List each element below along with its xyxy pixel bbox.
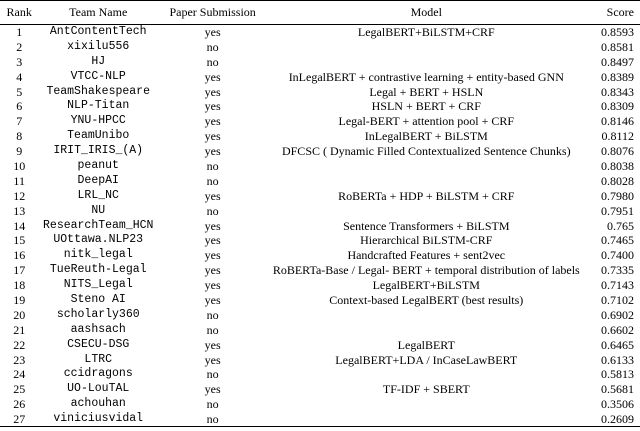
cell-score: 0.7951 bbox=[601, 203, 634, 218]
cell-paper-submission: yes bbox=[204, 188, 221, 203]
cell-rank: 6 bbox=[16, 99, 23, 114]
cell-score: 0.3506 bbox=[601, 397, 634, 412]
cell-rank: 12 bbox=[13, 188, 26, 203]
cell-score: 0.8076 bbox=[601, 144, 634, 159]
cell-paper-submission: no bbox=[206, 203, 219, 218]
table-row bbox=[0, 412, 640, 427]
table-row bbox=[0, 367, 640, 382]
cell-model bbox=[267, 159, 585, 174]
cell-paper-submission: yes bbox=[204, 84, 221, 99]
table-row bbox=[0, 39, 640, 54]
table-body bbox=[0, 25, 640, 427]
cell-score: 0.765 bbox=[607, 218, 634, 233]
cell-team-name: TeamUnibo bbox=[67, 129, 130, 143]
table-row bbox=[0, 69, 640, 84]
table-row bbox=[0, 248, 640, 263]
cell-rank: 24 bbox=[13, 367, 26, 382]
cell-paper-submission: yes bbox=[204, 218, 221, 233]
cell-model: LegalBERT+BiLSTM+CRF bbox=[357, 25, 495, 40]
cell-rank: 10 bbox=[13, 158, 26, 173]
table-row bbox=[0, 159, 640, 174]
cell-score: 0.8038 bbox=[601, 158, 634, 173]
cell-score: 0.2609 bbox=[585, 412, 640, 427]
cell-rank: 26 bbox=[13, 397, 26, 412]
cell-paper-submission: yes bbox=[204, 25, 221, 40]
table-row bbox=[0, 203, 640, 218]
cell-score: 0.6133 bbox=[601, 352, 634, 367]
cell-paper-submission: yes bbox=[204, 337, 221, 352]
cell-paper-submission: yes bbox=[204, 233, 221, 248]
cell-paper-submission: yes bbox=[204, 114, 221, 129]
table-row bbox=[0, 278, 640, 293]
cell-rank: 9 bbox=[16, 144, 23, 159]
table-row bbox=[0, 99, 640, 114]
cell-paper-submission: yes bbox=[204, 278, 221, 293]
cell-rank: 2 bbox=[16, 39, 23, 54]
cell-team-name: IRIT_IRIS_(A) bbox=[53, 144, 144, 158]
cell-paper-submission: yes bbox=[204, 292, 221, 307]
cell-rank: 8 bbox=[16, 129, 23, 144]
cell-rank: 21 bbox=[13, 322, 26, 337]
cell-model: Handcrafted Features + sent2vec bbox=[347, 248, 506, 263]
cell-model bbox=[267, 412, 585, 427]
cell-team-name: HJ bbox=[91, 54, 106, 68]
cell-rank: 18 bbox=[13, 278, 26, 293]
cell-team-name: viniciusvidal bbox=[38, 412, 158, 427]
table-row bbox=[0, 84, 640, 99]
cell-rank: 14 bbox=[13, 218, 26, 233]
cell-score: 0.8581 bbox=[601, 39, 634, 54]
cell-paper-submission: yes bbox=[204, 248, 221, 263]
cell-rank: 22 bbox=[13, 337, 26, 352]
cell-paper-submission: no bbox=[206, 158, 219, 173]
cell-model: DFCSC ( Dynamic Filled Contextualized Sentence Chunks) bbox=[281, 144, 571, 159]
cell-team-name: YNU-HPCC bbox=[70, 114, 126, 128]
cell-team-name: xixilu556 bbox=[67, 39, 130, 53]
cell-paper-submission: yes bbox=[204, 263, 221, 278]
table-row bbox=[0, 129, 640, 144]
cell-score: 0.7335 bbox=[601, 263, 634, 278]
table-row bbox=[0, 114, 640, 129]
table-row bbox=[0, 337, 640, 352]
cell-team-name: ResearchTeam_HCN bbox=[43, 218, 154, 232]
cell-paper-submission: no bbox=[206, 39, 219, 54]
cell-model bbox=[267, 39, 585, 54]
cell-paper-submission: yes bbox=[204, 69, 221, 84]
cell-team-name: TeamShakespeare bbox=[46, 84, 150, 98]
cell-paper-submission: yes bbox=[204, 382, 221, 397]
cell-team-name: peanut bbox=[77, 158, 119, 172]
cell-team-name: scholarly360 bbox=[56, 307, 140, 321]
cell-score: 0.7980 bbox=[601, 188, 634, 203]
cell-score: 0.7465 bbox=[601, 233, 634, 248]
table-row bbox=[0, 144, 640, 159]
cell-score: 0.8028 bbox=[601, 173, 634, 188]
cell-model: InLegalBERT + contrastive learning + entity-based GNN bbox=[288, 69, 564, 84]
cell-model bbox=[267, 307, 585, 322]
header-score: Score bbox=[585, 1, 640, 25]
cell-model bbox=[267, 173, 585, 188]
cell-model: LegalBERT+LDA / InCaseLawBERT bbox=[335, 352, 518, 367]
cell-model: LegalBERT bbox=[397, 337, 455, 352]
cell-team-name: aashsach bbox=[70, 322, 126, 336]
cell-paper-submission: yes bbox=[204, 99, 221, 114]
table-row bbox=[0, 218, 640, 233]
cell-model: Sentence Transformers + BiLSTM bbox=[343, 218, 510, 233]
cell-rank: 19 bbox=[13, 292, 26, 307]
cell-team-name: TueReuth-Legal bbox=[49, 263, 147, 277]
table-row bbox=[0, 54, 640, 69]
cell-rank: 17 bbox=[13, 263, 26, 278]
header-paper-submission: Paper Submission bbox=[158, 1, 267, 25]
cell-score: 0.8497 bbox=[601, 54, 634, 69]
cell-paper-submission: no bbox=[206, 54, 219, 69]
cell-score: 0.7400 bbox=[601, 248, 634, 263]
cell-score: 0.8146 bbox=[601, 114, 634, 129]
cell-team-name: AntContentTech bbox=[49, 25, 147, 39]
cell-rank: 27 bbox=[0, 412, 38, 427]
cell-rank: 25 bbox=[13, 382, 26, 397]
cell-score: 0.7143 bbox=[601, 278, 634, 293]
cell-team-name: LRL_NC bbox=[77, 188, 119, 202]
cell-model: HSLN + BERT + CRF bbox=[371, 99, 481, 114]
cell-team-name: NU bbox=[91, 203, 106, 217]
cell-team-name: NITS_Legal bbox=[63, 278, 133, 292]
cell-team-name: Steno AI bbox=[70, 292, 126, 306]
cell-team-name: CSECU-DSG bbox=[67, 337, 130, 351]
cell-rank: 7 bbox=[16, 114, 23, 129]
cell-model: InLegalBERT + BiLSTM bbox=[364, 129, 488, 144]
header-rank: Rank bbox=[0, 1, 38, 25]
table-row bbox=[0, 233, 640, 248]
cell-paper-submission: yes bbox=[204, 129, 221, 144]
cell-model bbox=[267, 367, 585, 382]
cell-team-name: DeepAI bbox=[77, 173, 119, 187]
cell-team-name: UO-LouTAL bbox=[67, 382, 130, 396]
table-header bbox=[0, 1, 640, 25]
cell-score: 0.6902 bbox=[601, 307, 634, 322]
header-model: Model bbox=[267, 1, 585, 25]
cell-model: TF-IDF + SBERT bbox=[382, 382, 470, 397]
table-row bbox=[0, 382, 640, 397]
cell-score: 0.8309 bbox=[601, 99, 634, 114]
cell-model: Hierarchical BiLSTM-CRF bbox=[360, 233, 493, 248]
cell-team-name: nitk_legal bbox=[63, 248, 133, 262]
cell-score: 0.6465 bbox=[601, 337, 634, 352]
cell-rank: 20 bbox=[13, 307, 26, 322]
cell-rank: 15 bbox=[13, 233, 26, 248]
cell-score: 0.5813 bbox=[601, 367, 634, 382]
table-row bbox=[0, 322, 640, 337]
cell-model: LegalBERT+BiLSTM bbox=[372, 278, 480, 293]
cell-paper-submission: yes bbox=[204, 144, 221, 159]
cell-model: Context-based LegalBERT (best results) bbox=[329, 292, 524, 307]
cell-rank: 1 bbox=[16, 25, 23, 40]
cell-rank: 13 bbox=[13, 203, 26, 218]
cell-team-name: achouhan bbox=[70, 397, 126, 411]
table-row bbox=[0, 188, 640, 203]
cell-score: 0.8389 bbox=[601, 69, 634, 84]
cell-team-name: LTRC bbox=[84, 352, 113, 366]
cell-score: 0.6602 bbox=[601, 322, 634, 337]
cell-team-name: VTCC-NLP bbox=[70, 69, 126, 83]
cell-score: 0.8112 bbox=[601, 129, 634, 144]
cell-model bbox=[267, 203, 585, 218]
cell-paper-submission: no bbox=[206, 307, 219, 322]
cell-team-name: UOttawa.NLP23 bbox=[53, 233, 144, 247]
cell-rank: 16 bbox=[13, 248, 26, 263]
cell-paper-submission: yes bbox=[204, 352, 221, 367]
cell-score: 0.7102 bbox=[601, 292, 634, 307]
header-team-name: Team Name bbox=[38, 1, 158, 25]
cell-paper-submission: no bbox=[206, 173, 219, 188]
cell-model: Legal-BERT + attention pool + CRF bbox=[338, 114, 515, 129]
cell-rank: 3 bbox=[16, 54, 23, 69]
cell-rank: 23 bbox=[13, 352, 26, 367]
cell-rank: 4 bbox=[16, 69, 23, 84]
table-row bbox=[0, 397, 640, 412]
table-row bbox=[0, 352, 640, 367]
table-row bbox=[0, 173, 640, 188]
cell-paper-submission: no bbox=[158, 412, 267, 427]
cell-model: RoBERTa + HDP + BiLSTM + CRF bbox=[338, 188, 515, 203]
cell-model: RoBERTa-Base / Legal- BERT + temporal distribution of labels bbox=[272, 263, 580, 278]
cell-score: 0.8593 bbox=[601, 25, 634, 40]
cell-model bbox=[267, 397, 585, 412]
table-row bbox=[0, 263, 640, 278]
cell-rank: 5 bbox=[16, 84, 23, 99]
table-row bbox=[0, 293, 640, 308]
cell-score: 0.8343 bbox=[601, 84, 634, 99]
cell-model bbox=[267, 322, 585, 337]
cell-team-name: ccidragons bbox=[63, 367, 133, 381]
cell-paper-submission: no bbox=[206, 367, 219, 382]
cell-model: Legal + BERT + HSLN bbox=[369, 84, 484, 99]
cell-paper-submission: no bbox=[206, 397, 219, 412]
cell-paper-submission: no bbox=[206, 322, 219, 337]
cell-rank: 11 bbox=[13, 173, 25, 188]
table-row bbox=[0, 25, 640, 40]
cell-model bbox=[267, 54, 585, 69]
header-row bbox=[0, 1, 640, 25]
table-row bbox=[0, 307, 640, 322]
cell-score: 0.5681 bbox=[601, 382, 634, 397]
cell-team-name: NLP-Titan bbox=[67, 99, 130, 113]
